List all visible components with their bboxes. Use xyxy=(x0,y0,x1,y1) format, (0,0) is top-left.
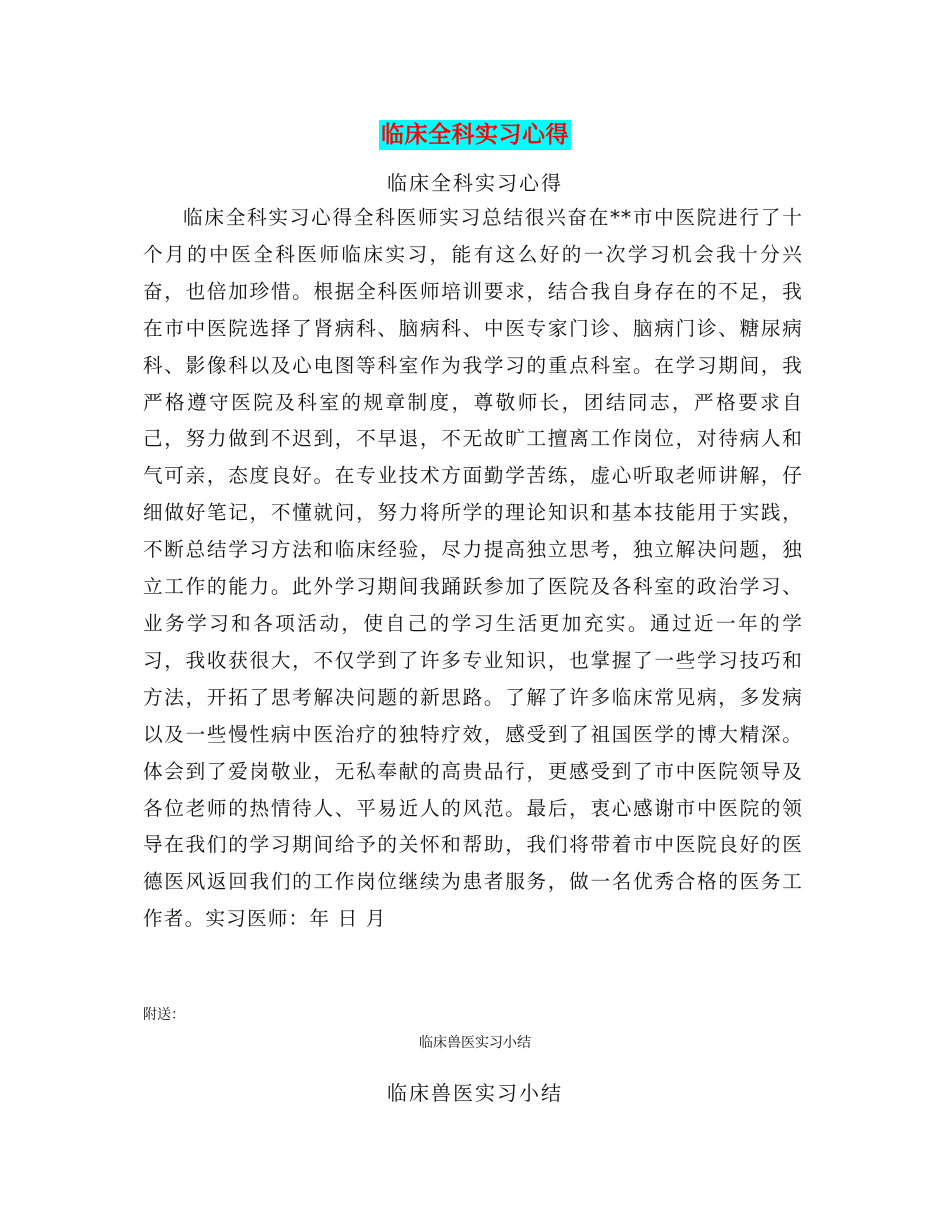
document-body-paragraph: 临床全科实习心得全科医师实习总结很兴奋在**市中医院进行了十个月的中医全科医师临床实习，能有这么好的一次学习机会我十分兴奋，也倍加珍惜。根据全科医师培训要求，结合我自身存在的不足，我在市中医院选择了肾病科、脑病科、中医专家门诊、脑病门诊、糖尿病科、影像科以及心电图等科室作为我学习的重点科室。在学习期间，我严格遵守医院及科室的规章制度，尊敬师长，团结同志，严格要求自己，努力做到不迟到，不早退，不无故旷工擅离工作岗位，对待病人和气可亲，态度良好。在专业技术方面勤学苦练，虚心听取老师讲解，仔细做好笔记，不懂就问，努力将所学的理论知识和基本技能用于实践，不断总结学习方法和临床经验，尽力提高独立思考，独立解决问题，独立工作的能力。此外学习期间我踊跃参加了医院及各科室的政治学习、业务学习和各项活动，使自己的学习生活更加充实。通过近一年的学习，我收获很大，不仅学到了许多专业知识，也掌握了一些学习技巧和方法，开拓了思考解决问题的新思路。了解了许多临床常见病，多发病以及一些慢性病中医治疗的独特疗效，感受到了祖国医学的博大精深。体会到了爱岗敬业，无私奉献的高贵品行，更感受到了市中医院领导及各位老师的热情待人、平易近人的风范。最后，衷心感谢市中医院的领导在我们的学习期间给予的关怀和帮助，我们将带着市中医院良好的医德医风返回我们的工作岗位继续为患者服务，做一名优秀合格的医务工作者。实习医师：年 日 月 xyxy=(143,206,803,931)
document-title-text: 临床全科实习心得 xyxy=(381,122,569,148)
document-title xyxy=(0,112,950,150)
appendix-label: 附送： xyxy=(143,1007,185,1023)
appendix-small-title: 临床兽医实习小结 xyxy=(419,1035,531,1051)
document-subtitle: 临床全科实习心得 xyxy=(387,171,563,195)
appendix-title: 临床兽医实习小结 xyxy=(387,1081,563,1105)
